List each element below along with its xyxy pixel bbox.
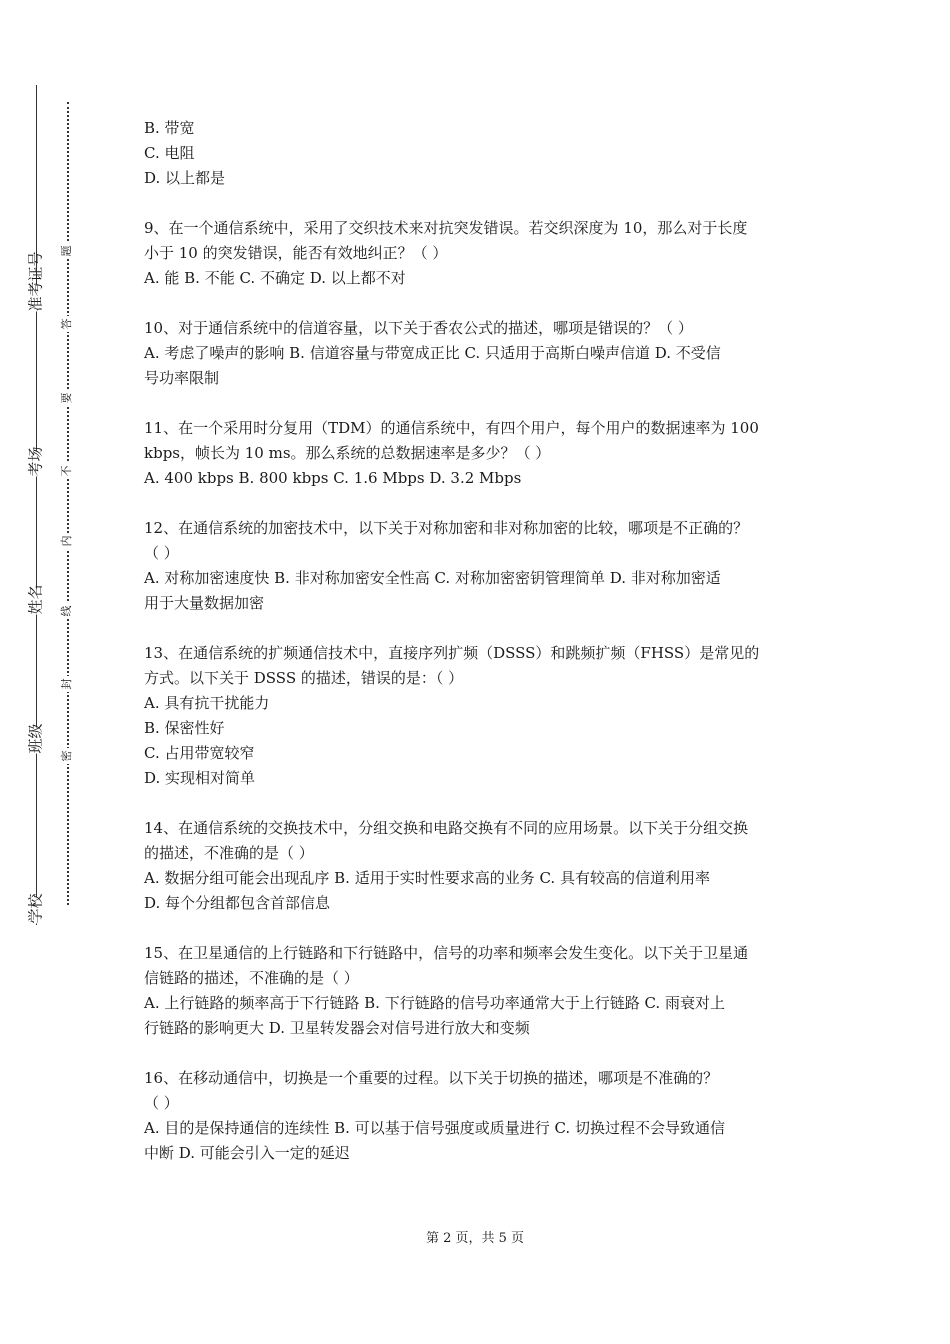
- question-text: 9、在一个通信系统中，采用了交织技术来对抗突发错误。若交织深度为 10，那么对于长度: [144, 219, 748, 237]
- field-exam-id-label: 准考证号: [26, 251, 45, 312]
- binding-solid-line: [36, 85, 37, 925]
- question-options: 行链路的影响更大 D. 卫星转发器会对信号进行放大和变频: [144, 1019, 530, 1037]
- seal-char: 题: [61, 243, 73, 259]
- question-text: 信链路的描述，不准确的是（ ）: [144, 969, 359, 987]
- question-options: D. 每个分组都包含首部信息: [144, 894, 331, 912]
- option-line: B. 保密性好: [144, 719, 225, 737]
- question-options: A. 对称加密速度快 B. 非对称加密安全性高 C. 对称加密密钥管理简单 D. 非对称加密适: [144, 569, 721, 587]
- option-line: D. 以上都是: [144, 169, 226, 187]
- question-text: 13、在通信系统的扩频通信技术中，直接序列扩频（DSSS）和跳频扩频（FHSS）是常见的: [144, 644, 760, 662]
- field-name-label: 姓名: [26, 584, 45, 615]
- question-10: [144, 316, 808, 391]
- question-options: A. 目的是保持通信的连续性 B. 可以基于信号强度或质量进行 C. 切换过程不会导致通信: [144, 1119, 725, 1137]
- previous-question-options: [144, 116, 808, 191]
- question-text: 的描述，不准确的是（ ）: [144, 844, 314, 862]
- question-options: A. 能 B. 不能 C. 不确定 D. 以上都不对: [144, 269, 406, 287]
- question-options: A. 上行链路的频率高于下行链路 B. 下行链路的信号功率通常大于上行链路 C. 雨衰对上: [144, 994, 725, 1012]
- question-text: 12、在通信系统的加密技术中，以下关于对称加密和非对称加密的比较，哪项是不正确的？: [144, 519, 749, 537]
- question-16: [144, 1066, 808, 1166]
- option-line: C. 占用带宽较窄: [144, 744, 255, 762]
- question-text: 15、在卫星通信的上行链路和下行链路中，信号的功率和频率会发生变化。以下关于卫星通: [144, 944, 749, 962]
- question-text: 14、在通信系统的交换技术中，分组交换和电路交换有不同的应用场景。以下关于分组交换: [144, 819, 749, 837]
- question-text: 小于 10 的突发错误，能否有效地纠正？（ ）: [144, 244, 448, 262]
- question-9: [144, 216, 808, 291]
- question-options: A. 数据分组可能会出现乱序 B. 适用于实时性要求高的业务 C. 具有较高的信道利用率: [144, 869, 710, 887]
- question-options: A. 400 kbps B. 800 kbps C. 1.6 Mbps D. 3.2 Mbps: [144, 469, 522, 487]
- option-line: C. 电阻: [144, 144, 195, 162]
- question-text: kbps，帧长为 10 ms。那么系统的总数据速率是多少？（ ）: [144, 444, 551, 462]
- question-options: 号功率限制: [144, 369, 220, 387]
- option-line: D. 实现相对简单: [144, 769, 256, 787]
- field-class-label: 班级: [26, 723, 45, 754]
- question-options: A. 考虑了噪声的影响 B. 信道容量与带宽成正比 C. 只适用于高斯白噪声信道 D. 不受信: [144, 344, 721, 362]
- question-text: 16、在移动通信中，切换是一个重要的过程。以下关于切换的描述，哪项是不准确的？: [144, 1069, 719, 1087]
- seal-char: 密: [61, 748, 73, 764]
- exam-content: [144, 116, 808, 1166]
- page-number-footer: 第 2 页，共 5 页: [425, 1231, 525, 1246]
- binding-margin: [0, 0, 90, 1344]
- seal-dotted-line: [67, 102, 69, 905]
- seal-char: 线: [61, 603, 73, 619]
- question-options: 用于大量数据加密: [144, 594, 265, 612]
- question-14: [144, 816, 808, 916]
- seal-char: 要: [61, 390, 73, 406]
- seal-char: 不: [61, 463, 73, 479]
- field-school-label: 学校: [26, 893, 45, 924]
- question-15: [144, 941, 808, 1041]
- question-12: [144, 516, 808, 616]
- field-exam-room-label: 考场: [26, 446, 45, 477]
- question-text: 方式。以下关于 DSSS 的描述，错误的是：（ ）: [144, 669, 464, 687]
- question-text: 10、对于通信系统中的信道容量，以下关于香农公式的描述，哪项是错误的？（ ）: [144, 319, 693, 337]
- option-line: B. 带宽: [144, 119, 195, 137]
- question-13: [144, 641, 808, 791]
- question-text: （ ）: [144, 544, 179, 562]
- seal-char: 内: [61, 533, 73, 549]
- question-options: 中断 D. 可能会引入一定的延迟: [144, 1144, 350, 1162]
- seal-char: 封: [61, 676, 73, 692]
- question-text: 11、在一个采用时分复用（TDM）的通信系统中，有四个用户，每个用户的数据速率为 100: [144, 419, 759, 437]
- option-line: A. 具有抗干扰能力: [144, 694, 270, 712]
- question-11: [144, 416, 808, 491]
- question-text: （ ）: [144, 1094, 179, 1112]
- seal-char: 答: [61, 316, 73, 332]
